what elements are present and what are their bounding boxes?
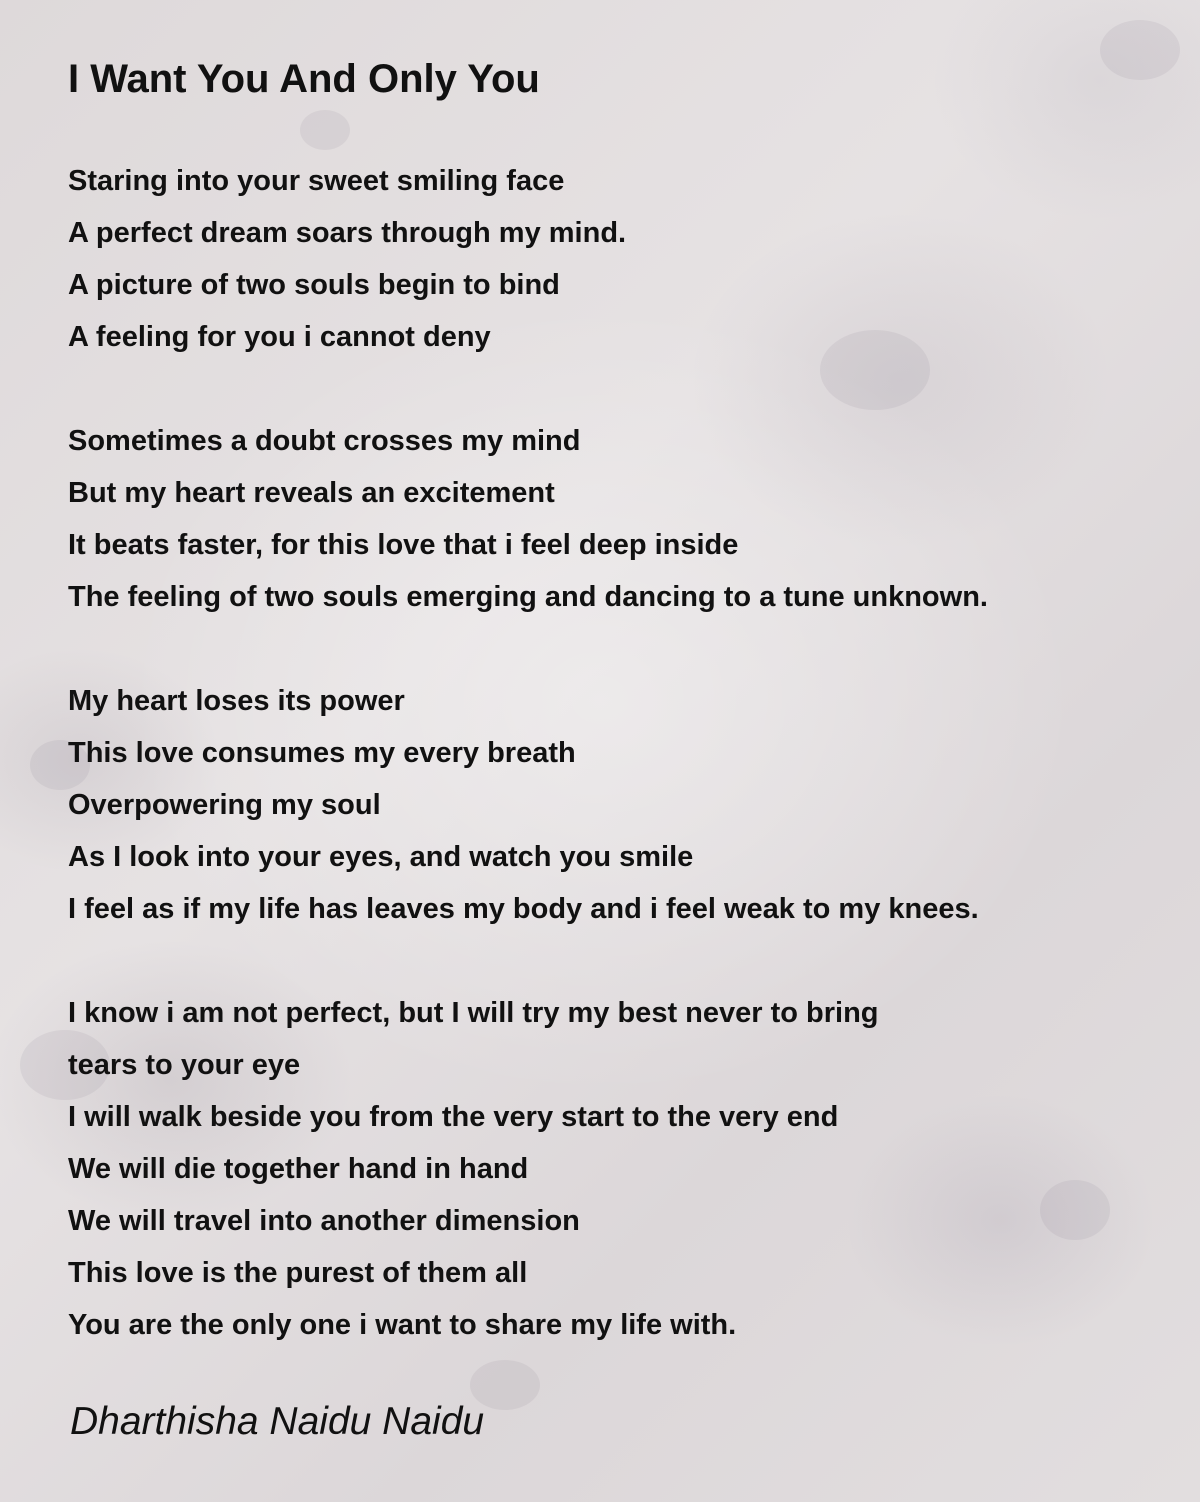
poem-line: Sometimes a doubt crosses my mind bbox=[68, 425, 581, 457]
poem-line: We will travel into another dimension bbox=[68, 1205, 580, 1237]
poem-line: This love consumes my every breath bbox=[68, 737, 576, 769]
poem-line: As I look into your eyes, and watch you smile bbox=[68, 841, 694, 873]
poem-line: A perfect dream soars through my mind. bbox=[68, 217, 627, 249]
poem-line: But my heart reveals an excitement bbox=[68, 477, 555, 509]
poem-line: A picture of two souls begin to bind bbox=[68, 269, 560, 301]
poem-line: The feeling of two souls emerging and dancing to a tune unknown. bbox=[68, 581, 988, 613]
poem-line: Staring into your sweet smiling face bbox=[68, 165, 565, 197]
stanza-2 bbox=[68, 415, 1168, 623]
poem-author: Dharthisha Naidu Naidu bbox=[70, 1400, 485, 1443]
poem-line: It beats faster, for this love that i feel deep inside bbox=[68, 529, 739, 561]
poem-body bbox=[68, 155, 1168, 1351]
poem-line: tears to your eye bbox=[68, 1049, 301, 1081]
poem-line: Overpowering my soul bbox=[68, 789, 381, 821]
poem-line: I feel as if my life has leaves my body and i feel weak to my knees. bbox=[68, 893, 979, 925]
poem-line: My heart loses its power bbox=[68, 685, 405, 717]
poem-line: I will walk beside you from the very start to the very end bbox=[68, 1101, 839, 1133]
poem-line: You are the only one i want to share my life with. bbox=[68, 1309, 737, 1341]
poem-page bbox=[68, 56, 1168, 1403]
stanza-3 bbox=[68, 675, 1168, 935]
poem-line: A feeling for you i cannot deny bbox=[68, 321, 491, 353]
poem-line: This love is the purest of them all bbox=[68, 1257, 528, 1289]
stanza-1 bbox=[68, 155, 1168, 363]
poem-line: We will die together hand in hand bbox=[68, 1153, 529, 1185]
poem-line: I know i am not perfect, but I will try my best never to bring bbox=[68, 997, 879, 1029]
poem-title: I Want You And Only You bbox=[68, 57, 540, 101]
stanza-4 bbox=[68, 987, 1168, 1351]
